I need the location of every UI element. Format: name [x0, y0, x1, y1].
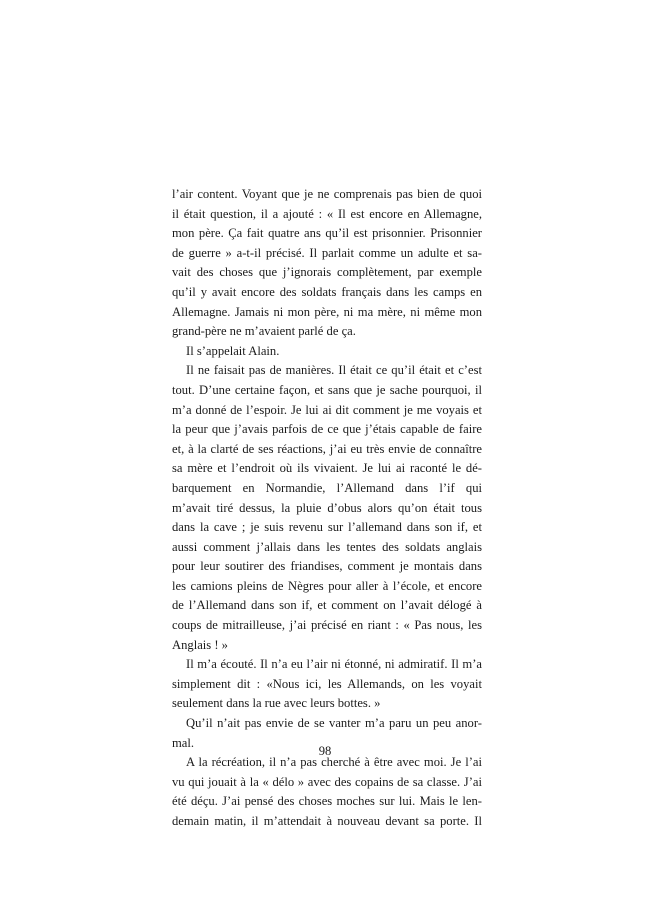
text-line: Qu’il n’ait pas envie de se vanter m’a paru un peu anor-: [186, 716, 482, 731]
text-line: mon père. Ça fait quatre ans qu’il est prisonnier. Prisonnier: [172, 226, 482, 241]
text-line: Il s’appelait Alain.: [186, 343, 280, 358]
text-line: demain matin, il m’attendait à nouveau devant sa porte. Il: [172, 814, 482, 828]
text-line: les camions pleins de Nègres pour aller à l’école, et encore: [172, 578, 482, 593]
text-line: de guerre » a-t-il précisé. Il parlait comme un adulte et sa-: [172, 245, 482, 260]
text-line: la peur que j’avais parfois de ce que j’étais capable de faire: [172, 422, 482, 437]
page-number: 98: [318, 744, 332, 758]
text-line: simplement dit : «Nous ici, les Allemands, on les voyait: [172, 676, 482, 691]
text-line: aussi comment j’allais dans les tentes des soldats anglais: [172, 539, 482, 554]
text-line: Allemagne. Jamais ni mon père, ni ma mère, ni même mon: [172, 304, 482, 319]
text-line: l’air content. Voyant que je ne comprenais pas bien de quoi: [172, 187, 482, 201]
text-line: Anglais ! »: [172, 637, 228, 652]
text-line: coups de mitrailleuse, j’ai précisé en riant : « Pas nous, les: [172, 618, 482, 633]
text-line: m’avait tiré dessus, la pluie d’obus alors qu’on était tous: [172, 500, 482, 515]
text-line: A la récréation, il n’a pas cherché à être avec moi. Je l’ai: [186, 755, 482, 770]
text-line: Il ne faisait pas de manières. Il était ce qu’il était et c’est: [186, 363, 482, 378]
text-line: sa mère et l’endroit où ils vivaient. Je lui ai raconté le dé-: [172, 461, 482, 476]
text-line: tout. D’une certaine façon, et sans que je sache pourquoi, il: [172, 382, 482, 397]
text-line: il était question, il a ajouté : « Il est encore en Allemagne,: [172, 206, 482, 221]
text-line: mal.: [172, 735, 195, 750]
body-text: [172, 185, 482, 832]
text-line: de l’Allemand dans son if, et comment on l’avait délogé à: [172, 598, 482, 613]
text-line: m’a donné de l’espoir. Je lui ai dit comment je me voyais et: [172, 402, 482, 417]
text-line: barquement en Normandie, l’Allemand dans l’if qui: [172, 480, 482, 495]
text-line: et, à la clarté de ses réactions, j’ai eu très envie de connaître: [172, 441, 482, 456]
text-line: été déçu. J’ai pensé des choses moches sur lui. Mais le len-: [172, 794, 482, 809]
text-line: seulement dans la rue avec leurs bottes. »: [172, 696, 381, 711]
text-line: dans la cave ; je suis revenu sur l’allemand dans son if, et: [172, 520, 482, 535]
text-line: pour leur soutirer des friandises, comment je montais dans: [172, 559, 482, 574]
text-line: Il m’a écouté. Il n’a eu l’air ni étonné, ni admiratif. Il m’a: [186, 657, 482, 672]
text-line: vait des choses que j’ignorais complètement, par exemple: [172, 265, 482, 280]
text-line: qu’il y avait encore des soldats français dans les camps en: [172, 284, 482, 299]
text-line: vu qui jouait à la « délo » avec des copains de sa classe. J’ai: [172, 774, 482, 789]
text-line: grand-père ne m’avaient parlé de ça.: [172, 324, 356, 339]
